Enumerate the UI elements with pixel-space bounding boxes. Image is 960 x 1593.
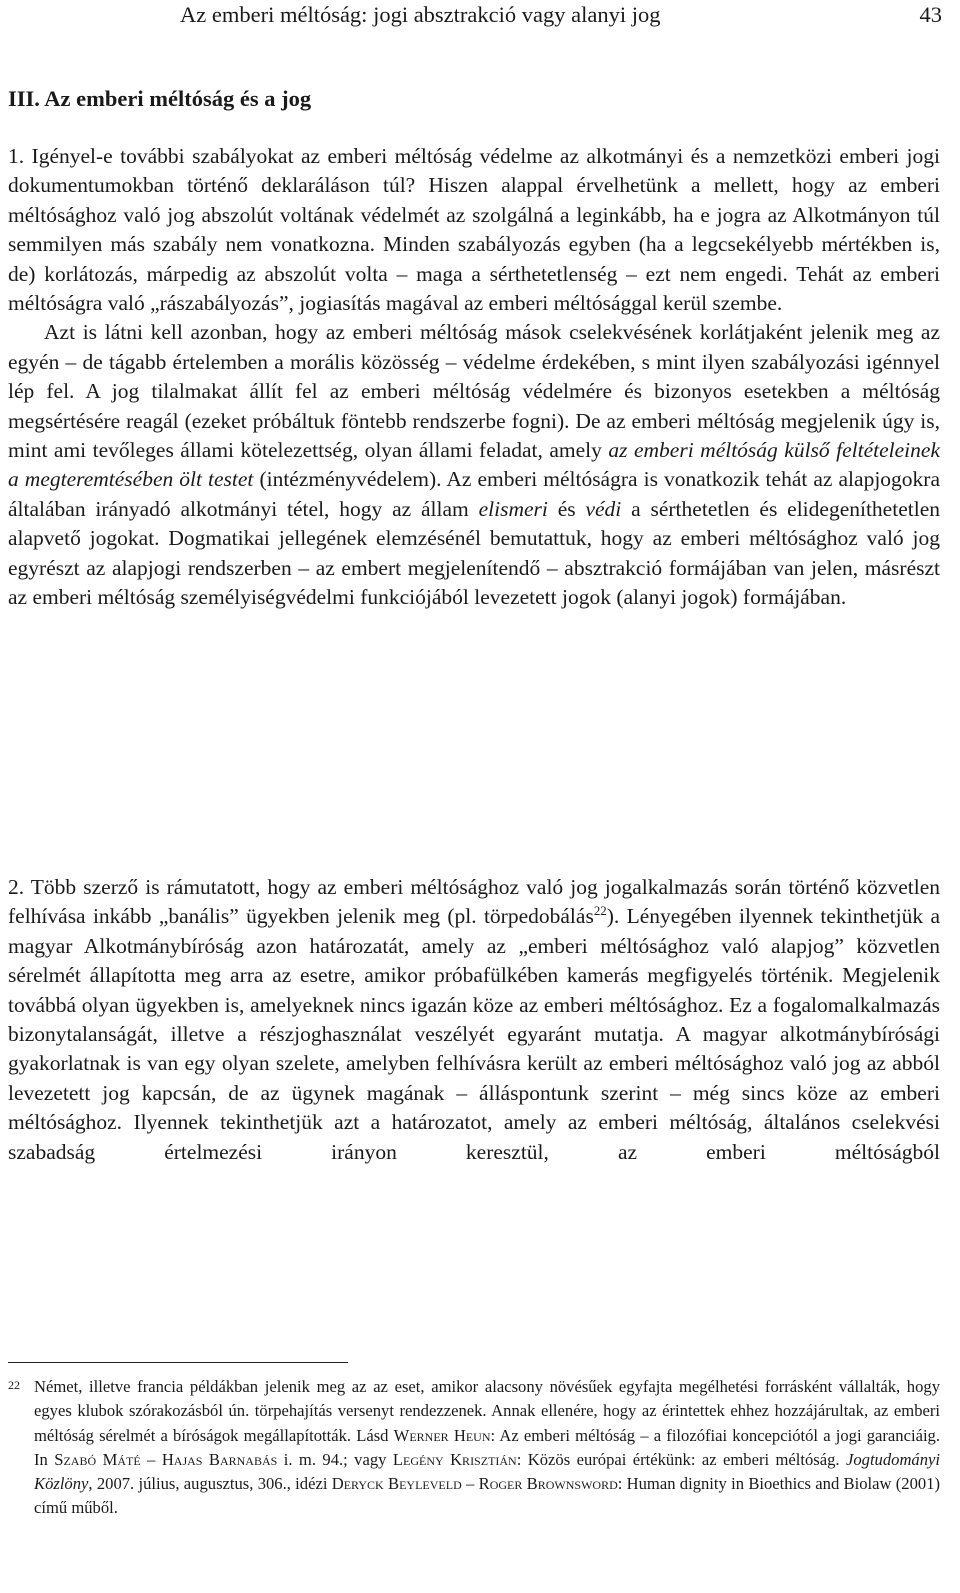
emphasis-text: az emberi méltóság külső feltételeinek a megteremtésében ölt testet <box>8 438 940 492</box>
journal-title: Jogtudományi Közlöny <box>34 1449 940 1494</box>
section-body-part-1 <box>8 142 940 613</box>
section-body-part-2 <box>8 873 940 1167</box>
emphasis-text: elismeri <box>478 496 548 521</box>
paragraph-3: 2. Több szerző is rámutatott, hogy az emberi méltósághoz való jog jogalkalmazás során történő közvetlen felhívása inkább „banális” ügyekben jelenik meg (pl. törpedobálás$^{22}$). Lényegében ilyennek tekinthetjük a magyar Alkotmánybíróság azon határozatát, amely az „emberi méltósághoz való alapjog” közvetlen sérelmét állapította meg arra az esetre, amikor próbafülkében kamerás megfigyelés történik. Megjelenik továbbá olyan ügyekben is, amelyeknek nincs igazán köze az emberi méltósághoz. Ez a fogalomalkalmazás bizonytalanságát, illetve a részjoghasználat veszélyét egyaránt mutatja. A magyar alkotmánybírósági gyakorlatnak is van egy olyan szelete, amelyben felhívásra került az emberi méltósághoz való jog az abból levezetett jog kapcsán, de az ügynek magának – álláspontunk szerint – még sincs köze az emberi méltósághoz. Ilyennek tekinthetjük azt a határozatot, amely az emberi méltóság, általános cselekvési szabadság értelmezési irányon keresztül, az emberi méltóságból <box>8 875 940 1164</box>
author-name: Werner Heun <box>393 1425 491 1445</box>
author-name: Deryck Beyleveld <box>331 1474 462 1494</box>
paragraph-2: Azt is látni kell azonban, hogy az emberi méltóság mások cselekvésének korlátjaként jelenik meg az egyén – de tágabb értelemben a morális közösség – védelme érdekében, s mint ilyen szabályozási igénnyel lép fel. A jog tilalmakat állít fel az emberi méltóság védelmére és bizonyos esetekben a méltóság megsértésére reagál (ezeket próbáltuk föntebb rendszerbe fogni). De az emberi méltóság megjelenik úgy is, mint ami tevőleges állami kötelezettség, olyan állami feladat, amely az emberi méltóság külső feltételeinek a megteremtésében ölt testet (intézményvédelem). Az emberi méltóságra is vonatkozik tehát az alapjogokra általában irányadó alkotmányi tétel, hogy az állam elismeri és védi a sérthetetlen és elidegeníthetetlen alapvető jogokat. Dogmatikai jellegének elemzésénél bemutattuk, hogy az emberi méltósághoz való jog egyrészt az alapjogi rendszerben – az embert megjelenítendő – absztrakció formájában van jelen, másrészt az emberi méltóság személyiségvédelmi funkciójából levezetett jogok (alanyi jogok) formájában. <box>8 320 940 610</box>
author-name: Legény Krisztián <box>392 1449 517 1469</box>
footnote-number: 22 <box>8 1378 20 1392</box>
running-title: Az emberi méltóság: jogi absztrakció vagy alanyi jog <box>180 2 661 27</box>
section-heading: III. Az emberi méltóság és a jog <box>8 86 312 111</box>
footnote-text: Német, illetve francia példákban jelenik meg az az eset, amikor alacsony növésűek egyfajta megélhetési forrásként vállalták, hogy egyes klubok szórakozásból ún. törpehajítás versenyt rendezzenek. Annak ellenére, hogy az érintettek ehhez hozzájárultak, az emberi méltóság sérelmét a bíróságok megállapították. Lásd Werner Heun: Az emberi méltóság – a filozófiai koncepciótól a jogi garanciáig. In Szabó Máté – Hajas Barnabás i. m. 94.; vagy Legény Krisztián: Közös európai értékünk: az emberi méltóság. Jogtudományi Közlöny, 2007. július, augusztus, 306., idézi Deryck Beyleveld – Roger Brownsword: Human dignity in Bioethics and Biolaw (2001) című műből. <box>34 1377 941 1518</box>
author-name: Hajas Barnabás <box>161 1449 278 1469</box>
author-name: Szabó Máté <box>54 1449 141 1469</box>
footnote-22 <box>8 1375 940 1521</box>
author-name: Roger Brownsword <box>478 1474 618 1494</box>
footnote-reference[interactable]: 22 <box>593 904 607 919</box>
running-header <box>0 2 960 36</box>
emphasis-text: védi <box>585 496 622 521</box>
footnote-separator <box>8 1362 348 1363</box>
page-number: 43 <box>919 2 942 27</box>
paragraph-1: 1. Igényel-e további szabályokat az emberi méltóság védelme az alkotmányi és a nemzetközi emberi jogi dokumentumokban történő deklaráláson túl? Hiszen alappal érvelhetünk a mellett, hogy az emberi méltósághoz való jog abszolút voltának védelmét az szolgálná a leginkább, ha e jogra az Alkotmányon túl semmilyen más szabály nem vonatkozna. Minden szabályozás egyben (ha a legcsekélyebb mértékben is, de) korlátozás, márpedig az abszolút volta – maga a sérthetetlenség – ezt nem engedi. Tehát az emberi méltóságra való „rászabályozás”, jogiasítás magával az emberi méltósággal kerül szembe. <box>8 144 940 316</box>
